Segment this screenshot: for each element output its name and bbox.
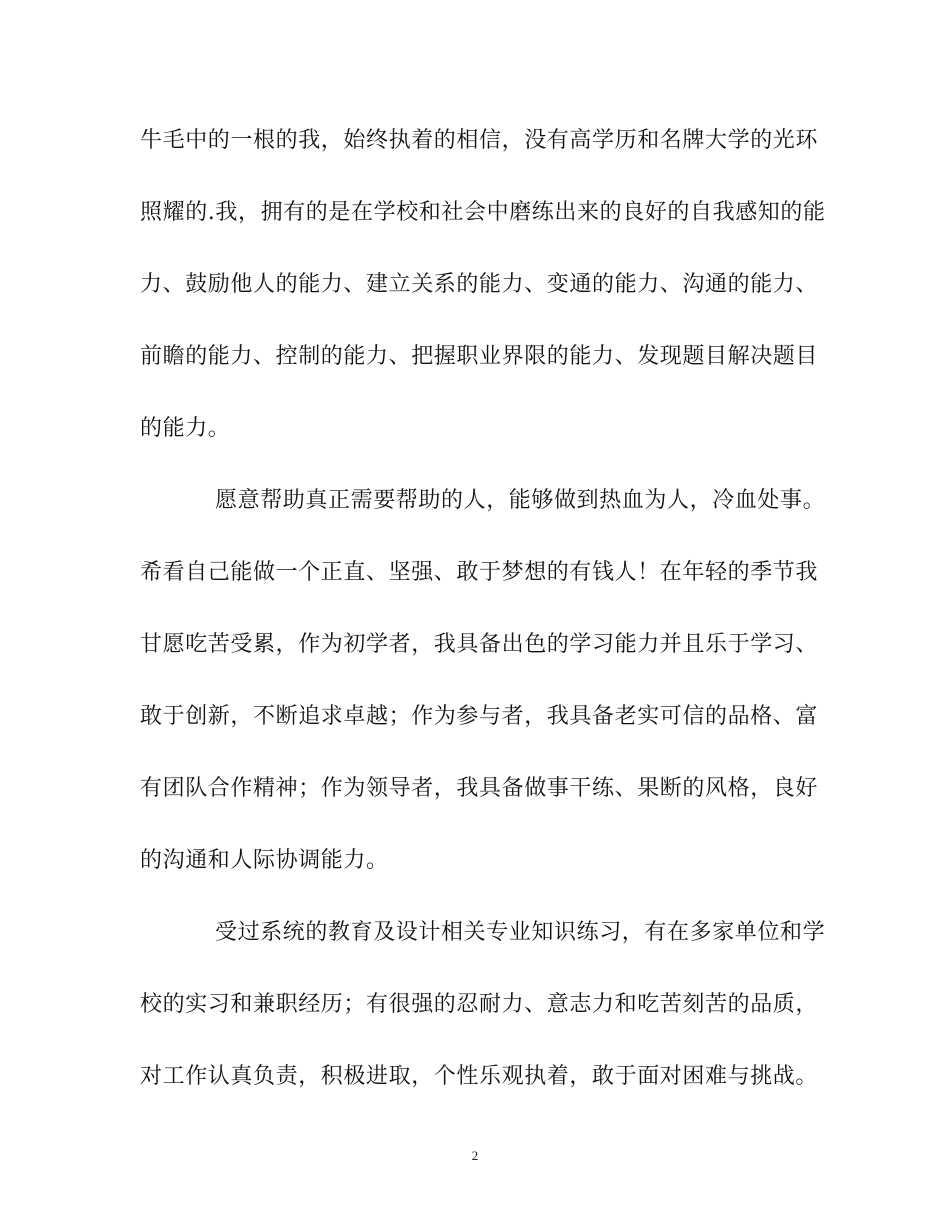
paragraph-2-line-4: 敢于创新，不断追求卓越；作为参与者，我具备老实可信的品格、富 [140, 704, 819, 729]
paragraph-1-line-2: 照耀的.我，拥有的是在学校和社会中磨练出来的良好的自我感知的能 [140, 200, 826, 225]
paragraph-2-line-6: 的沟通和人际协调能力。 [140, 848, 389, 873]
paragraph-2-line-3: 甘愿吃苦受累，作为初学者，我具备出色的学习能力并且乐于学习、 [140, 632, 819, 657]
paragraph-1-line-3: 力、鼓励他人的能力、建立关系的能力、变通的能力、沟通的能力、 [140, 272, 819, 297]
paragraph-1-line-1: 牛毛中的一根的我，始终执着的相信，没有高学历和名牌大学的光环 [140, 128, 819, 153]
paragraph-1-line-5: 的能力。 [140, 416, 231, 441]
paragraph-2-line-1: 愿意帮助真正需要帮助的人，能够做到热血为人，冷血处事。 [215, 488, 826, 513]
paragraph-3-line-1: 受过系统的教育及设计相关专业知识练习，有在多家单位和学 [215, 920, 826, 945]
paragraph-3-line-2: 校的实习和兼职经历；有很强的忍耐力、意志力和吃苦刻苦的品质， [140, 992, 819, 1017]
paragraph-2-line-5: 有团队合作精神；作为领导者，我具备做事干练、果断的风格，良好 [140, 776, 819, 801]
paragraph-2-line-2: 希看自己能做一个正直、坚强、敢于梦想的有钱人！在年轻的季节我 [140, 560, 819, 585]
paragraph-3-line-3: 对工作认真负责，积极进取，个性乐观执着，敢于面对困难与挑战。 [140, 1064, 819, 1089]
paragraph-1-line-4: 前瞻的能力、控制的能力、把握职业界限的能力、发现题目解决题目 [140, 344, 819, 369]
page-number: 2 [471, 1148, 479, 1163]
